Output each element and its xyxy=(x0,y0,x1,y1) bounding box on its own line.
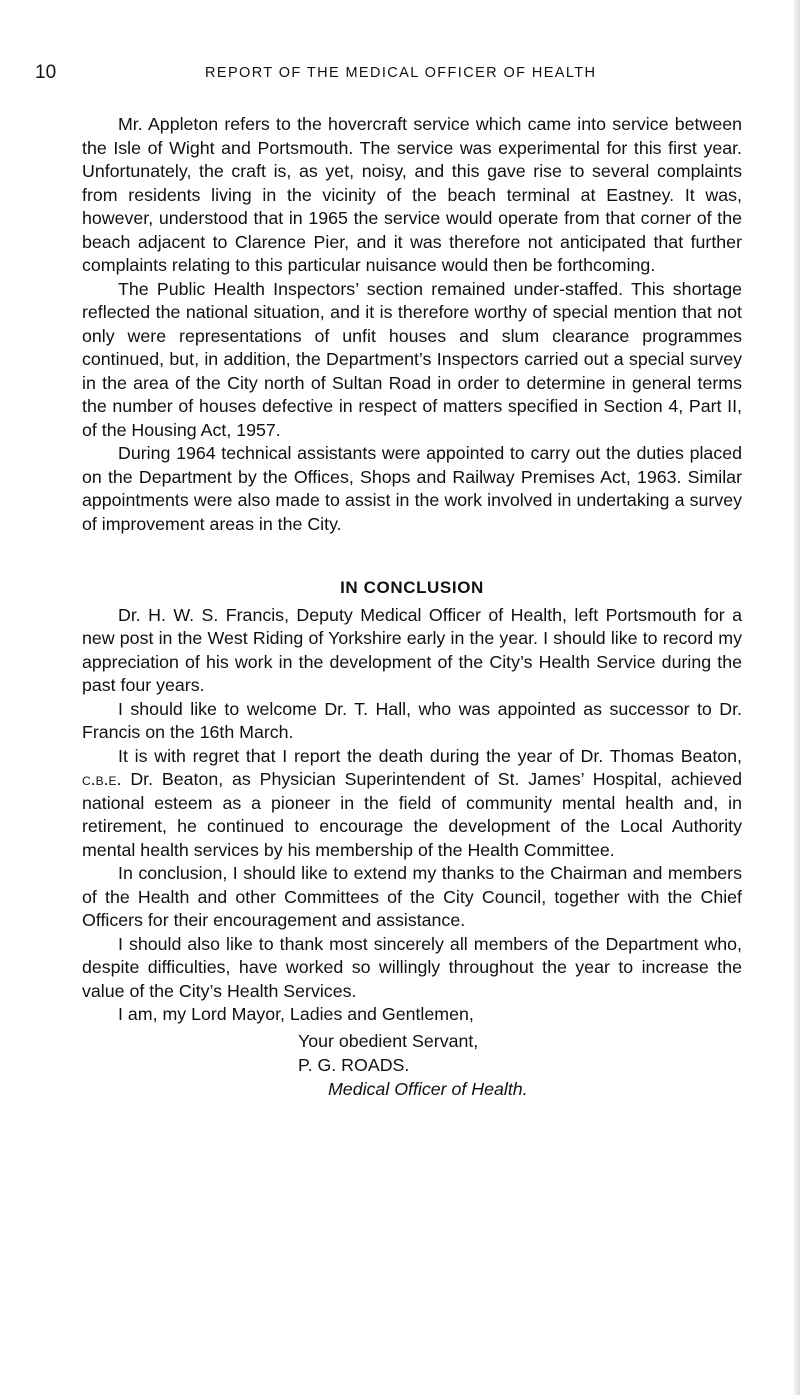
section-heading: IN CONCLUSION xyxy=(340,578,484,597)
beaton-text-end: Dr. Beaton, as Physician Superintendent of St. James’ Hospital, achieved national esteem as a pioneer in the field of community mental health and, in retirement, he continued to encourage the development of the Local Authority mental health services by his membership of the Health Committee. xyxy=(82,769,742,860)
honour-abbreviation: c.b.e. xyxy=(82,769,122,789)
paragraph-inspectors: The Public Health Inspectors’ section remained under-staffed. This shortage reflected the national situation, and it is therefore worthy of special mention that not only were representations of unfit houses and slum clearance programmes continued, but, in addition, the Department’s Inspectors carried out a special survey in the area of the City north of Sultan Road in order to determine in general terms the number of houses defective in respect of matters specified in Section 4, Part II, of the Housing Act, 1957. xyxy=(82,278,742,440)
running-title: REPORT OF THE MEDICAL OFFICER OF HEALTH xyxy=(205,65,597,81)
page-number: 10 xyxy=(35,62,57,83)
salutation: I am, my Lord Mayor, Ladies and Gentlemen, xyxy=(118,1004,474,1024)
valediction: Your obedient Servant, xyxy=(298,1030,479,1051)
paragraph-technical-assistants: During 1964 technical assistants were appointed to carry out the duties placed on the Department by the Offices, Shops and Railway Premises Act, 1963. Similar appointments were also made to assist in the work involved in undertaking a survey of improvement areas in the City. xyxy=(82,443,742,534)
signatory-name: P. G. ROADS. xyxy=(298,1054,410,1075)
page-edge-shadow xyxy=(794,0,800,1395)
paragraph-beaton xyxy=(82,745,742,863)
paragraph-thanks-department: I should also like to thank most sincerely all members of the Department who, despite difficulties, have worked so willingly throughout the year to increase the value of the City’s Health Services. xyxy=(82,933,742,1001)
paragraph-francis: Dr. H. W. S. Francis, Deputy Medical Officer of Health, left Portsmouth for a new post in the West Riding of Yorkshire early in the year. I should like to record my appreciation of his work in the development of the City’s Health Service during the past four years. xyxy=(82,604,742,695)
paragraph-thanks-committees: In conclusion, I should like to extend my thanks to the Chairman and members of the Health and other Committees of the City Council, together with the Chief Officers for their encouragement and assistance. xyxy=(82,863,742,930)
paragraph-hall: I should like to welcome Dr. T. Hall, who was appointed as successor to Dr. Francis on the 16th March. xyxy=(82,698,742,742)
beaton-text-start: It is with regret that I report the death during the year of Dr. Thomas Beaton, xyxy=(118,745,742,766)
signatory-title: Medical Officer of Health. xyxy=(328,1078,528,1099)
page-header xyxy=(35,62,735,92)
signature-block xyxy=(298,1029,742,1101)
body-text xyxy=(82,113,742,1101)
paragraph-hovercraft: Mr. Appleton refers to the hovercraft service which came into service between the Isle of Wight and Portsmouth. The service was experimental for this first year. Unfortunately, the craft is, as yet, noisy, and this gave rise to several complaints from residents living in the vicinity of the beach terminal at Eastney. It was, however, understood that in 1965 the service would operate from that corner of the beach adjacent to Clarence Pier, and it was therefore not anticipated that further complaints relating to this particular nuisance would then be forthcoming. xyxy=(82,114,742,275)
